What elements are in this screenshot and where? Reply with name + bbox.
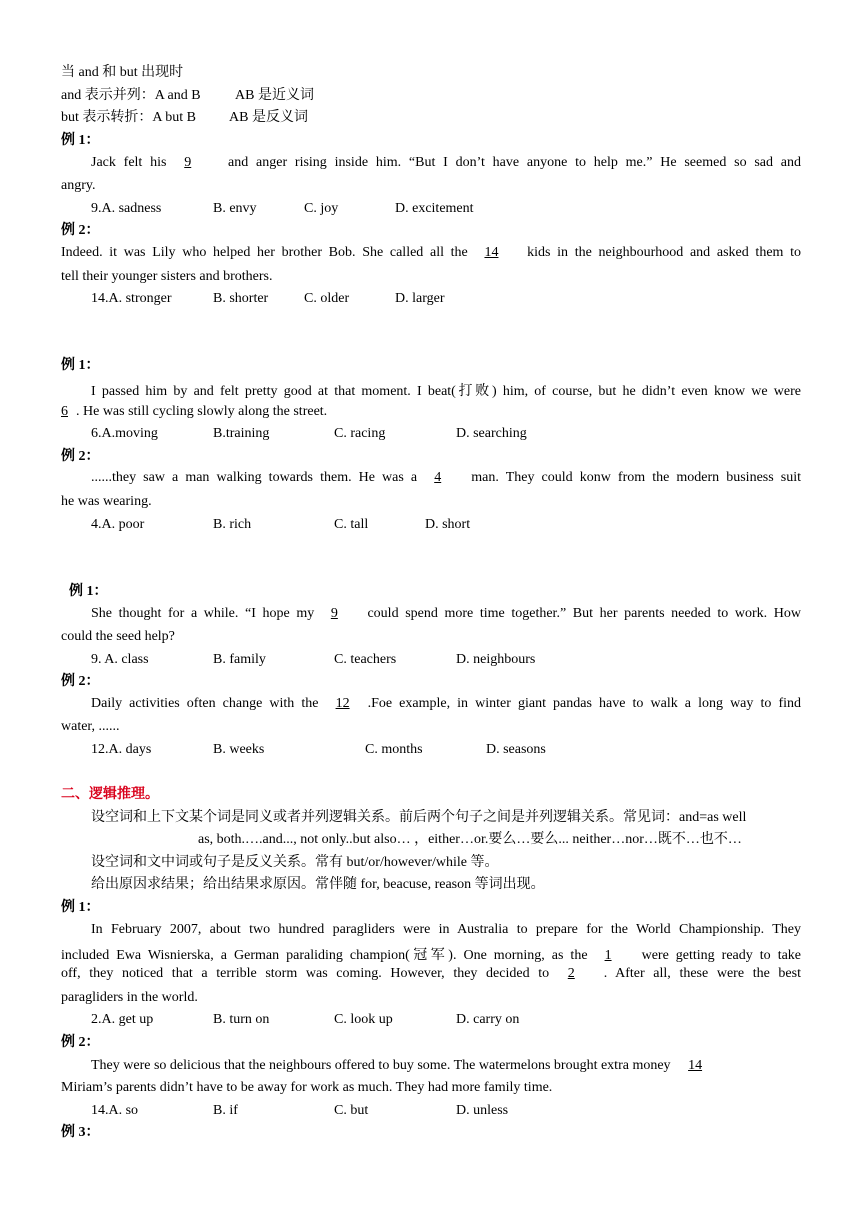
- s4-ex2-line-1: [91, 1057, 716, 1075]
- s2-ex1-option-d: D. searching: [456, 426, 527, 441]
- s1-ex2-line-2: tell their younger sisters and brothers.: [61, 269, 273, 284]
- s4-ex1-blank-1: 1: [604, 948, 612, 963]
- s1-ex1-line-2: angry.: [61, 178, 96, 193]
- s4-para-2: 设空词和文中词或句子是反义关系。常有 but/or/however/while 等。: [91, 855, 499, 870]
- s2-ex1-blank: 6: [61, 404, 68, 419]
- s3-ex1-line-2: could the seed help?: [61, 629, 175, 644]
- s4-ex1-option-c: C. look up: [334, 1012, 393, 1027]
- s2-ex1-option-c: C. racing: [334, 426, 386, 441]
- s4-ex2-option-d: D. unless: [456, 1103, 509, 1118]
- s3-ex2-option-c: C. months: [365, 742, 423, 757]
- intro-line-3: [61, 109, 308, 127]
- s1-ex2-blank: 14: [484, 245, 499, 260]
- s3-ex1-label: 例 1：: [69, 584, 108, 599]
- s3-ex2-option-b: B. weeks: [213, 742, 265, 757]
- s3-ex1-text-b: could spend more time together.” But her parents needed to work. How: [367, 606, 802, 621]
- s2-ex2-line-2: he was wearing.: [61, 494, 152, 509]
- intro-line-3-b: AB 是反义词: [229, 110, 308, 125]
- s3-ex2-option-a: 12.A. days: [91, 742, 152, 757]
- s3-ex2-option-d: D. seasons: [486, 742, 546, 757]
- s4-para-1a: 设空词和上下文某个词是同义或者并列逻辑关系。前后两个句子之间是并列逻辑关系。常见词：and=as well: [91, 810, 747, 825]
- intro-line-2-a: and 表示并列：A and B: [61, 88, 201, 103]
- s2-ex1-text-b: . He was still cycling slowly along the street.: [76, 404, 328, 419]
- s4-ex2-blank: 14: [688, 1058, 703, 1073]
- s3-ex2-line-1: [91, 696, 801, 712]
- s4-ex2-option-c: C. but: [334, 1103, 369, 1118]
- s4-ex2-line-2: Miriam’s parents didn’t have to be away for work as much. They had more family time.: [61, 1080, 553, 1095]
- intro-line-2-b: AB 是近义词: [235, 88, 314, 103]
- s1-ex1-option-b: B. envy: [213, 201, 257, 216]
- s4-ex3-label: 例 3：: [61, 1125, 100, 1140]
- s4-ex1-line-2: [61, 944, 801, 964]
- s3-ex1-option-c: C. teachers: [334, 652, 397, 667]
- section-heading: 二、逻辑推理。: [61, 787, 159, 802]
- s4-ex1-option-d: D. carry on: [456, 1012, 520, 1027]
- s4-para-3: 给出原因求结果；给出结果求原因。常伴随 for, beacuse, reason 等词出现。: [91, 877, 545, 892]
- s1-ex2-option-c: C. older: [304, 291, 350, 306]
- s1-ex2-label: 例 2：: [61, 223, 100, 238]
- s1-ex1-text-b: and anger rising inside him. “But I don’t have anyone to help me.” He seemed so sad and: [228, 155, 802, 170]
- s2-ex1-line-2: [61, 403, 327, 421]
- s3-ex1-text-a: She thought for a while. “I hope my: [91, 606, 315, 621]
- s4-ex2-label: 例 2：: [61, 1035, 100, 1050]
- s1-ex1-blank: 9: [184, 155, 192, 170]
- s2-ex2-text-b: man. They could konw from the modern business suit: [471, 470, 801, 485]
- intro-line-2: [61, 87, 314, 105]
- s4-ex1-blank-2: 2: [567, 966, 575, 981]
- s4-ex1-text-b: were getting ready to take: [641, 948, 802, 963]
- s1-ex1-line-1: [91, 155, 801, 171]
- s1-ex1-text-a: Jack felt his: [91, 155, 167, 170]
- s1-ex1-label: 例 1：: [61, 133, 100, 148]
- s1-ex2-line-1: [61, 245, 801, 261]
- s2-ex1-label: 例 1：: [61, 358, 100, 373]
- s3-ex1-blank: 9: [330, 606, 338, 621]
- s2-ex2-option-b: B. rich: [213, 517, 252, 532]
- s2-ex2-blank: 4: [434, 470, 442, 485]
- s4-para-1b: as, both.….and..., not only..but also… ，either…or.要么…要么... neither…nor…既不…也不…: [198, 832, 742, 847]
- s4-ex1-label: 例 1：: [61, 900, 100, 915]
- s3-ex2-text-a: Daily activities often change with the: [91, 696, 319, 711]
- s2-ex1-option-a: 6.A.moving: [91, 426, 158, 441]
- s3-ex1-option-a: 9. A. class: [91, 652, 149, 667]
- s2-ex2-text-a: ......they saw a man walking towards them. He was a: [91, 470, 418, 485]
- s4-ex2-option-b: B. if: [213, 1103, 238, 1118]
- s1-ex1-option-c: C. joy: [304, 201, 339, 216]
- s3-ex1-line-1: [91, 606, 801, 622]
- s1-ex1-option-d: D. excitement: [395, 201, 474, 216]
- s1-ex2-text-a: Indeed. it was Lily who helped her brother Bob. She called all the: [61, 245, 468, 260]
- s4-ex2-option-a: 14.A. so: [91, 1103, 139, 1118]
- s2-ex2-option-d: D. short: [425, 517, 471, 532]
- s3-ex2-text-b: .Foe example, in winter giant pandas have to walk a long way to find: [367, 696, 801, 711]
- s2-ex2-option-c: C. tall: [334, 517, 369, 532]
- s2-ex1-line-1: I passed him by and felt pretty good at that moment. I beat(打败) him, of course, but he didn’t even know we were: [91, 384, 801, 399]
- s3-ex2-blank: 12: [335, 696, 350, 711]
- s1-ex2-option-d: D. larger: [395, 291, 445, 306]
- intro-line-3-a: but 表示转折：A but B: [61, 110, 196, 125]
- s2-ex2-option-a: 4.A. poor: [91, 517, 145, 532]
- s4-ex1-text-c: off, they noticed that a terrible storm was coming. However, they decided to: [61, 966, 550, 981]
- s2-ex1-option-b: B.training: [213, 426, 270, 441]
- s1-ex2-text-b: kids in the neighbourhood and asked them to: [527, 245, 801, 260]
- s4-ex1-line-3: [61, 966, 801, 982]
- s3-ex1-option-d: D. neighbours: [456, 652, 536, 667]
- s4-ex1-option-b: B. turn on: [213, 1012, 270, 1027]
- s4-ex1-line-1: In February 2007, about two hundred paragliders were in Australia to prepare for the World Championship. They: [91, 922, 801, 937]
- s3-ex1-option-b: B. family: [213, 652, 266, 667]
- s2-ex2-line-1: [91, 470, 801, 486]
- s4-ex2-text-a: They were so delicious that the neighbours offered to buy some. The watermelons brought extra money: [91, 1058, 671, 1073]
- s4-ex1-text-a: included Ewa Wisnierska, a German paraliding champion(冠军). One morning, as the: [61, 948, 588, 963]
- s2-ex2-label: 例 2：: [61, 449, 100, 464]
- s1-ex2-option-b: B. shorter: [213, 291, 269, 306]
- s4-ex1-text-d: . After all, these were the best: [603, 966, 801, 981]
- s4-ex1-line-4: paragliders in the world.: [61, 990, 198, 1005]
- s4-ex1-option-a: 2.A. get up: [91, 1012, 154, 1027]
- s3-ex2-label: 例 2：: [61, 674, 100, 689]
- s1-ex2-option-a: 14.A. stronger: [91, 291, 172, 306]
- s3-ex2-line-2: water, ......: [61, 719, 120, 734]
- intro-line-1: 当 and 和 but 出现时: [61, 65, 184, 80]
- s1-ex1-option-a: 9.A. sadness: [91, 201, 162, 216]
